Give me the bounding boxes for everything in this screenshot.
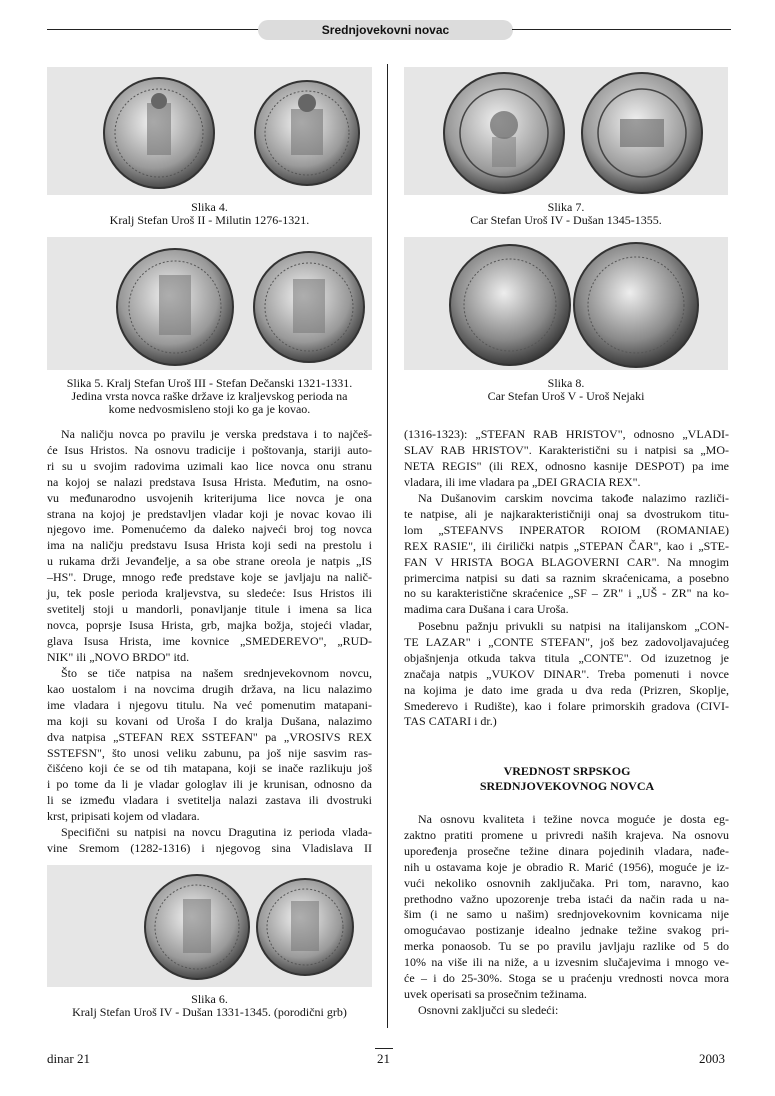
text-line: glava Isusa Hrista, ime kovnice „SMEDEREVO", „RUD-	[47, 633, 372, 648]
text-line: će Isus Hristos. Na osnovu tradicije i poštovanja, stariji auto-	[47, 442, 372, 457]
text-line: –HS". Druge, mnogo ređe predstave koje se javljaju na nalič-	[47, 570, 372, 585]
text-line: lom „STEFANVS INPERATOR ROIOM (ROMANIAE)	[404, 522, 729, 537]
left-paragraph-2	[47, 666, 372, 825]
text-line: vu međunarodno usvojenih kriterijuma lice novca je ona	[47, 490, 372, 505]
column-divider	[387, 64, 388, 1028]
right-paragraph-3	[404, 619, 729, 730]
footer-page-rule	[375, 1048, 393, 1049]
text-line: 10% na više ili na niže, a u izvesnim slučajevima i mnogo ve-	[404, 955, 729, 970]
text-line: čišćeno koji će se od tih matapana, koji se inače razlikuju još	[47, 761, 372, 776]
text-line: dva natpisa „STEFAN REX SSTEFAN" pa „VROSIVS REX	[47, 729, 372, 744]
caption-line: Slika 7.	[547, 200, 585, 214]
text-line: vine Sremom (1282-1316) i njegovog sina Vladislava II	[47, 840, 372, 855]
coin-photo-slika-4	[47, 67, 372, 195]
footer-journal: dinar 21	[47, 1051, 90, 1066]
left-paragraph-1	[47, 427, 372, 666]
section-heading-line: VREDNOST SRPSKOG	[503, 764, 631, 778]
text-line: vladara, ili ime vladara pa „DEI GRACIA REX".	[404, 474, 641, 489]
caption-line: Slika 5. Kralj Stefan Uroš III - Stefan Dečanski 1321-1331.	[66, 376, 353, 390]
right-paragraph-4	[404, 812, 729, 1003]
running-header: Srednjovekovni novac	[258, 20, 513, 40]
caption-line: Slika 6.	[191, 992, 228, 1006]
text-line: TE LAZAR" i „CONTE STEFAN", još bez zadovoljavajućeg	[404, 634, 729, 649]
text-line: ime vladara i njegovu titulu. Na već pomenutim matapani-	[47, 697, 372, 712]
text-line: na kojoj se nalazi predstava Isusa Hrista. Međutim, na osno-	[47, 474, 372, 489]
text-line: objašnjenja otkuda takva titula „CONTE". Od izuzetnog je	[404, 650, 729, 665]
text-line: no su karakteristične skraćenice „SF – ZR" i „UŠ - ZR" na ko-	[404, 586, 729, 601]
text-line: SSTEFSN", što unosi veliku zabunu, pa još nije sasvim ras-	[47, 745, 372, 760]
text-line: Na naličju novca po pravilu je verska predstava i to najčeš-	[61, 427, 372, 441]
caption-line: Kralj Stefan Uroš IV - Dušan 1331-1345. (porodični grb)	[72, 1005, 347, 1019]
caption-line: Slika 4.	[191, 200, 228, 214]
footer-year: 2003	[699, 1051, 725, 1066]
text-line: njegovo ime. Pomenućemo da daleko najveći broj tog novca	[47, 522, 372, 537]
text-line: prethodno važno upozorenje treba istaći da način rada u na-	[404, 891, 729, 906]
caption-slika-4	[47, 201, 372, 227]
text-line: Posebnu pažnju privukli su natpisi na italijanskom „CON-	[418, 619, 729, 633]
text-line: NETA REGIS" (ili REX, odnosno kasnije DESPOT) pa ime	[404, 458, 729, 473]
coin-photo-slika-5	[47, 237, 372, 370]
section-heading	[405, 764, 729, 794]
text-line: ma koji su kovani od Uroša I do kralja Dušana, nalazimo	[47, 713, 372, 728]
text-line: ri su u svojim radovima uzimali kao lice novca onu stranu	[47, 458, 372, 473]
text-line: upoređenja prosečne težine dinara pojedinih vladara, nađe-	[404, 843, 729, 858]
caption-slika-7	[404, 201, 728, 227]
text-line: i po tome da li je vladar gologlav ili je krunisan, odnosno da	[47, 777, 372, 792]
text-line: Na osnovu kvaliteta i težine novca moguće je dosta eg-	[418, 812, 729, 826]
text-line: će – i do 25-30%. Stoga se u praćenju vrednosti novca mora	[404, 971, 729, 986]
text-line: REX RASIE", ili ćirilički natpis „STEPAN ČAR", kao i „STE-	[404, 538, 729, 553]
text-line: te natpise, ali je najkarakterističniji onaj sa dvostrukom titu-	[404, 506, 729, 521]
section-heading-line: SREDNJOVEKOVNOG NOVCA	[479, 779, 655, 793]
caption-line: kome nedvosmisleno stoji ko ga je kovao.	[108, 402, 311, 416]
text-line: SLAV RAB HRISTOV". Karakteristični su i natpisi sa „MO-	[404, 442, 729, 457]
caption-line: Slika 8.	[547, 376, 585, 390]
header-rule-left	[47, 29, 259, 30]
page-number: 21	[377, 1051, 390, 1066]
caption-line: Car Stefan Uroš IV - Dušan 1345-1355.	[470, 213, 662, 227]
text-line: Specifični su natpisi na novcu Dragutina iz perioda vlada-	[61, 825, 372, 839]
caption-line: Car Stefan Uroš V - Uroš Nejaki	[487, 389, 645, 403]
caption-slika-6	[47, 993, 372, 1019]
text-line: u rukama drži Jevanđelje, a sa obe strane oreola je natpis „IS	[47, 554, 372, 569]
text-line: FAN V HRISTA BOGA BLAGOVERNI CAR". Na mnogim	[404, 554, 729, 569]
text-line: TAS CATARI i dr.)	[404, 714, 497, 729]
text-line: kao uostalom i na novcima drugih država, na licu nalazimo	[47, 681, 372, 696]
text-line: šim (i ne samo u našim) srednjovekovnim kovnicama nije	[404, 907, 729, 922]
text-line: (1316-1323): „STEFAN RAB HRISTOV", odnosno „VLADI-	[404, 427, 729, 441]
text-line: ju, tek posle perioda kraljevstva, su sledeće: Isus Hristos ili	[47, 586, 372, 601]
text-line: omogućavao postizanje idealno jednake težine svakog pri-	[404, 923, 729, 938]
header-rule-right	[512, 29, 731, 30]
text-line: uvek operisati sa prosečnim težinama.	[404, 986, 587, 1001]
caption-slika-8	[404, 377, 728, 403]
text-line: vući nekoliko osnovnih zaključaka. Pri tom, naravno, kao	[404, 875, 729, 890]
right-paragraph-2	[404, 491, 729, 618]
text-line: na kojima je dato ime grada u dva reda (Prizren, Skoplje,	[404, 682, 729, 697]
text-line: strana na kojoj je predstavljen vladar koji je novac kovao ili	[47, 506, 372, 521]
left-paragraph-3	[47, 825, 372, 857]
text-line: značaja natpis „VUKOV DINAR". Treba pomenuti i novce	[404, 666, 729, 681]
coin-photo-slika-8	[404, 237, 728, 370]
text-line: Smederevo i Rudište), kao i folare primorskih gradova (CIVI-	[404, 698, 729, 713]
coin-photo-slika-6	[47, 865, 372, 987]
text-line: Osnovni zaključci su sledeći:	[418, 1003, 559, 1017]
text-line: novca, poprsje Isusa Hrista, grb, majka božja, stojeći vladar,	[47, 617, 372, 632]
caption-line: Jedina vrsta novca raške države iz kraljevskog perioda na	[71, 389, 348, 403]
text-line: madima cara Dušana i cara Uroša.	[404, 602, 569, 617]
text-line: NIK" ili „NOVO BRDO" itd.	[47, 649, 190, 664]
text-line: ima na naličju predstavu Isusa Hrista koji sedi na prestolu i	[47, 538, 372, 553]
right-paragraph-1	[404, 427, 729, 491]
caption-slika-5	[47, 377, 372, 416]
text-line: nih u ostavama koje je obradio R. Marić (1956), moguće je iz-	[404, 859, 729, 874]
text-line: zaktno pratiti promene u privredi naših krajeva. Na osnovu	[404, 827, 729, 842]
text-line: svetitelj stoji u mandorli, ponavljanje titule i imena sa lica	[47, 601, 372, 616]
text-line: Na Dušanovim carskim novcima takođe nalazimo različi-	[418, 491, 729, 505]
coin-photo-slika-7	[404, 67, 728, 195]
caption-line: Kralj Stefan Uroš II - Milutin 1276-1321.	[109, 213, 310, 227]
text-line: Što se tiče natpisa na našem srednjevekovnom novcu,	[61, 666, 372, 680]
text-line: merka ponaosob. Tu se po pravilu javljaju razlike od 5 do	[404, 939, 729, 954]
text-line: li se između vladara i svetitelja nalazi zastava ili dvostruki	[47, 793, 372, 808]
right-paragraph-5	[404, 1003, 729, 1019]
text-line: primercima natpisi su dati sa raznim skraćenicama, a posebno	[404, 570, 729, 585]
text-line: krst, pripisati kojem od vladara.	[47, 809, 200, 824]
